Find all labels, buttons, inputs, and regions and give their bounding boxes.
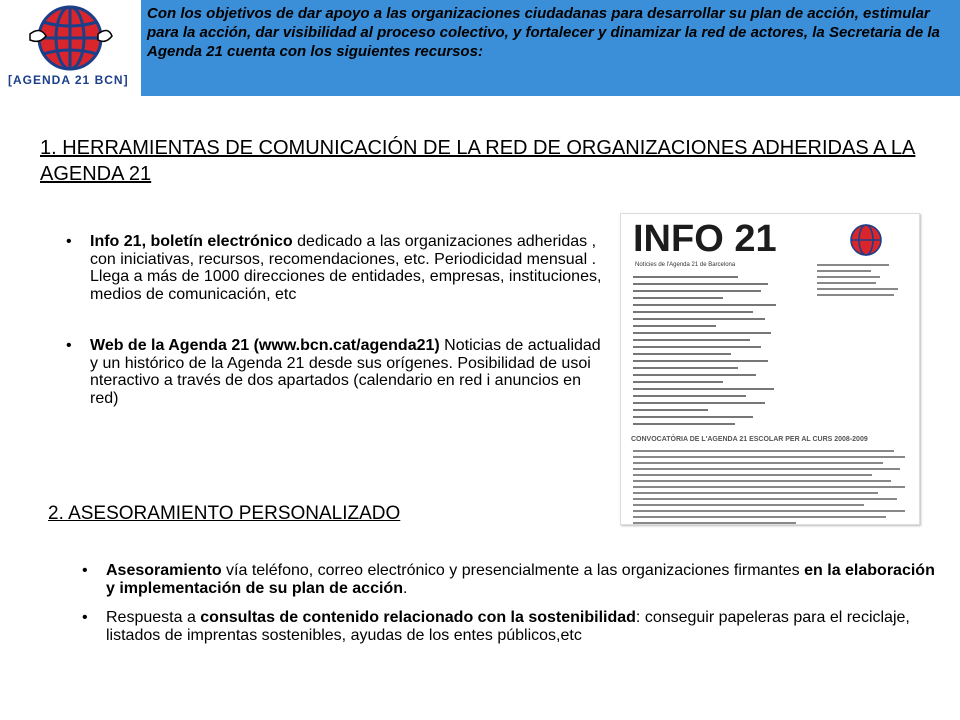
bullet-info21: • Info 21, boletín electrónico dedicado a las organizaciones adheridas , con iniciativas, recursos, recomendaciones, etc. Periodicidad mensual . Llega a más de 1000 direcciones de entidades, empresas, instituciones, medios de comunicación, etc — [66, 233, 602, 303]
bullet-web-bold: Web de la Agenda 21 (www.bcn.cat/agenda21) — [90, 337, 440, 354]
newsletter-summary-lines — [633, 276, 783, 430]
newsletter-body-lines — [633, 450, 905, 525]
header-banner — [0, 0, 960, 96]
bullet-asesoramiento-end: . — [402, 579, 408, 597]
bullet-web-text: Noticias de actualidad y un histórico de la Agenda 21 desde sus orígenes. Posibilidad de usoi nteractivo a través de dos apartados (calendario en red i anuncios en red) — [90, 337, 601, 407]
bullet-asesoramiento-emphasis: en la elaboración y implementación de su plan de acción — [106, 562, 935, 597]
bullet-asesoramiento-text: vía teléfono, correo electrónico y presencialmente a las organizaciones firmantes — [221, 562, 805, 579]
bullet-consultas-lead: Respuesta a — [106, 609, 201, 626]
bullet-asesoramiento: • Asesoramiento vía teléfono, correo electrónico y presencialmente a las organizaciones firmantes en la elaboración y implementación de su plan de acción. — [82, 562, 935, 597]
intro-text: Con los objetivos de dar apoyo a las organizaciones ciudadanas para desarrollar su plan de acción, estimular para la acción, dar visibilidad al proceso colectivo, y fortalecer y dinamizar la red de actores, la Secretaria de la Agenda 21 cuenta con los siguientes recursos: — [147, 5, 940, 60]
bullet-consultas: • Respuesta a consultas de contenido relacionado con la sostenibilidad: conseguir papeleras para el reciclaje, listados de imprentas sostenibles, ayudas de los entes públicos,etc — [82, 609, 910, 644]
newsletter-address-lines — [817, 264, 907, 300]
newsletter-band: CONVOCATÒRIA DE L'AGENDA 21 ESCOLAR PER AL CURS 2008-2009 — [631, 436, 868, 443]
section2-title: 2. ASESORAMIENTO PERSONALIZADO — [48, 503, 401, 524]
bullet-info21-text: dedicado a las organizaciones adheridas , con iniciativas, recursos, recomendaciones, etc. Periodicidad mensual . Llega a más de 1000 direcciones de entidades, empresas, instituciones, medios de comunicación, etc — [90, 233, 602, 303]
newsletter-thumbnail — [620, 213, 920, 525]
bullet-asesoramiento-bold: Asesoramiento — [106, 562, 222, 579]
small-globe-icon — [843, 220, 889, 260]
bullet-web: • Web de la Agenda 21 (www.bcn.cat/agenda21) Noticias de actualidad y un histórico de la Agenda 21 desde sus orígenes. Posibilidad de usoi nteractivo a través de dos apartados (calendario en red i anuncios en red) — [66, 337, 601, 407]
newsletter-title: INFO 21 — [633, 218, 777, 260]
bullet-consultas-text: : conseguir papeleras para el reciclaje, listados de imprentas sostenibles, ayudas de los entes públicos,etc — [106, 609, 910, 644]
newsletter-subtitle: Notícies de l'Agenda 21 de Barcelona — [635, 262, 736, 268]
agenda21-logo — [0, 0, 141, 96]
section1-title: 1. HERRAMIENTAS DE COMUNICACIÓN DE LA RED DE ORGANIZACIONES ADHERIDAS A LA AGENDA 21 — [40, 137, 916, 185]
logo-text: [AGENDA 21 BCN] — [8, 73, 129, 87]
bullet-consultas-bold: consultas de contenido relacionado con la sostenibilidad — [200, 609, 636, 626]
bullet-info21-bold: Info 21, boletín electrónico — [90, 233, 293, 250]
